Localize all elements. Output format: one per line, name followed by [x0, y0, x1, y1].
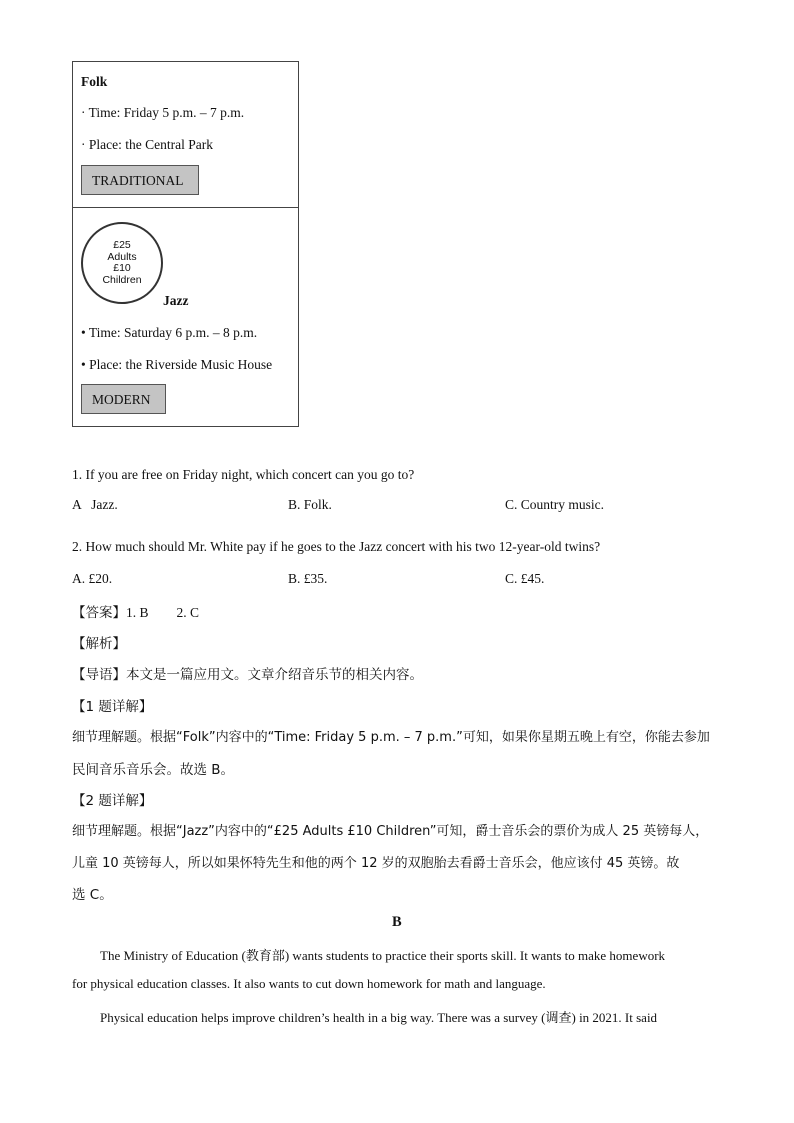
answer-q2: 2. C	[176, 605, 200, 620]
jazz-title: Jazz	[163, 293, 189, 308]
jazz-time: • Time: Saturday 6 p.m. – 8 p.m.	[81, 325, 258, 340]
jazz-tag: MODERN	[81, 384, 166, 414]
section-b-paragraph-1-line-2: for physical education classes. It also wants to cut down homework for math and language.	[72, 976, 546, 991]
answer-line	[72, 601, 199, 621]
price-line: Children	[102, 273, 142, 286]
answer-label: 【答案】	[72, 605, 126, 621]
analysis-label: 【解析】	[72, 636, 126, 652]
section-b-paragraph-1-line-1: The Ministry of Education (教育部) wants students to practice their sports skill. It wants to make homework	[100, 948, 666, 963]
folk-concert-card	[72, 61, 299, 208]
folk-place: · Place: the Central Park	[81, 137, 213, 152]
question-2: 2. How much should Mr. White pay if he goes to the Jazz concert with his two 12-year-old twins?	[72, 539, 601, 554]
q2-option-b: B. £35.	[288, 571, 328, 586]
detail-1-heading: 【1 题详解】	[72, 699, 153, 715]
section-b-heading: B	[392, 914, 402, 930]
q2-option-c: C. £45.	[505, 571, 545, 586]
answer-q1: 1. B	[126, 605, 149, 620]
jazz-price-badge	[81, 222, 163, 304]
detail-2-line-1: 细节理解题。根据“Jazz”内容中的“£25 Adults £10 Children”可知，爵士音乐会的票价为成人 25 英镑每人，	[72, 824, 709, 839]
price-line: Adults	[107, 250, 137, 263]
folk-tag: TRADITIONAL	[81, 165, 199, 195]
price-line: £25	[113, 239, 131, 251]
jazz-concert-card	[72, 207, 299, 427]
detail-1-line-2: 民间音乐音乐会。故选 B。	[72, 762, 235, 778]
detail-1-line-1: 细节理解题。根据“Folk”内容中的“Time: Friday 5 p.m. – 7 p.m.”可知，如果你星期五晚上有空，你能去参加	[72, 730, 710, 745]
q1-option-a: A Jazz.	[72, 497, 118, 512]
detail-2-line-3: 选 C。	[72, 887, 113, 903]
q1-option-c: C. Country music.	[505, 497, 605, 512]
folk-title: Folk	[81, 74, 108, 89]
jazz-place: • Place: the Riverside Music House	[81, 357, 273, 372]
q1-option-b: B. Folk.	[288, 497, 332, 512]
question-1: 1. If you are free on Friday night, which concert can you go to?	[72, 467, 415, 482]
price-line: £10	[113, 262, 131, 274]
q2-option-a: A. £20.	[72, 571, 113, 586]
guide-text: 【导语】本文是一篇应用文。文章介绍音乐节的相关内容。	[72, 667, 423, 683]
section-b-paragraph-2-line-1: Physical education helps improve children’s health in a big way. There was a survey (调查) in 2021. It said	[100, 1010, 658, 1025]
detail-2-heading: 【2 题详解】	[72, 793, 153, 809]
folk-time: · Time: Friday 5 p.m. – 7 p.m.	[81, 105, 245, 120]
detail-2-line-2: 儿童 10 英镑每人，所以如果怀特先生和他的两个 12 岁的双胞胎去看爵士音乐会，他应该付 45 英镑。故	[72, 856, 680, 871]
